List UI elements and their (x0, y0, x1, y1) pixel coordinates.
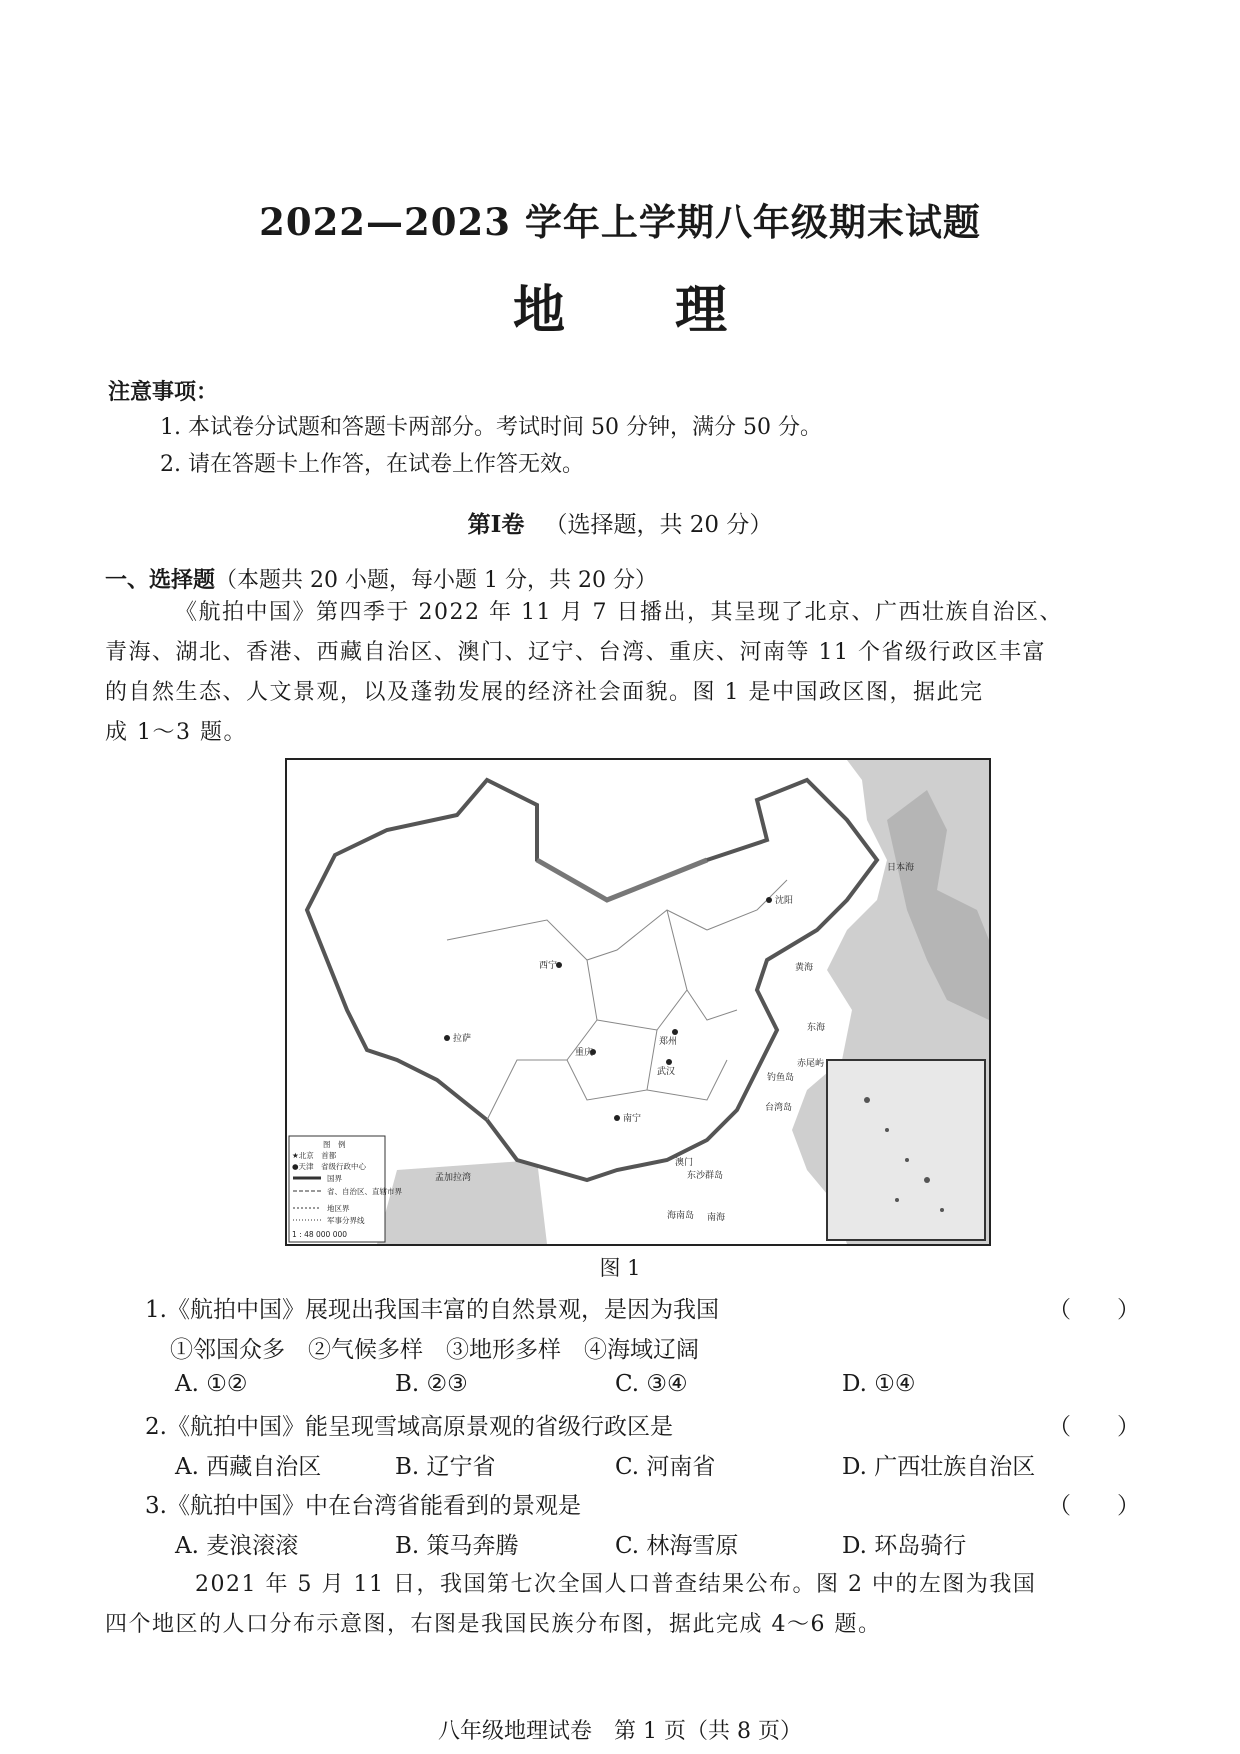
notice-heading: 注意事项： (108, 380, 219, 405)
exam-title: 2022—2023 学年上学期八年级期末试题 (259, 200, 981, 244)
part-title: 一、选择题 (105, 568, 216, 593)
city-label: 拉萨 (453, 1034, 472, 1044)
intro-line: 四个地区的人口分布示意图，右图是我国民族分布图，据此完成 4～6 题。 (105, 1612, 882, 1637)
city-label: 重庆 (575, 1048, 594, 1058)
option: A. 西藏自治区 (175, 1454, 322, 1480)
legend-scale: 1 : 48 000 000 (292, 1230, 348, 1239)
option: A. ①② (175, 1371, 248, 1397)
options-row (170, 1527, 1130, 1557)
south-china-sea-inset (827, 1060, 985, 1240)
notice-item: 2. 请在答题卡上作答，在试卷上作答无效。 (160, 452, 584, 477)
place-label: 孟加拉湾 (435, 1173, 472, 1183)
city-label: 西宁 (539, 961, 558, 971)
place-label: 赤尾屿 (797, 1059, 825, 1069)
option: D. 广西壮族自治区 (842, 1454, 1036, 1480)
notice-item: 1. 本试卷分试题和答题卡两部分。考试时间 50 分钟，满分 50 分。 (160, 415, 822, 440)
part-note: （本题共 20 小题，每小题 1 分，共 20 分） (215, 568, 657, 593)
intro-line: 的自然生态、人文景观，以及蓬勃发展的经济社会面貌。图 1 是中国政区图，据此完 (105, 680, 984, 705)
city-label: 沈阳 (775, 896, 794, 906)
intro-paragraph-2 (105, 1565, 1145, 1645)
city-label: 武汉 (657, 1067, 676, 1077)
option: B. 策马奔腾 (395, 1533, 519, 1559)
map-svg (287, 760, 989, 1244)
place-label: 台湾岛 (765, 1103, 793, 1113)
section-heading (0, 506, 1240, 539)
city-label: 南宁 (623, 1114, 642, 1124)
china-map-figure (285, 758, 991, 1246)
place-label: 钓鱼岛 (767, 1073, 795, 1083)
option: D. 环岛骑行 (842, 1533, 967, 1559)
sea-label: 日本海 (887, 863, 915, 873)
legend-item: ★北京 首都 (292, 1151, 337, 1160)
subject-title: 地理 (512, 280, 837, 341)
place-label: 海南岛 (667, 1211, 695, 1221)
answer-paren: （ ） (1048, 1297, 1140, 1323)
legend-item: 省、自治区、直辖市界 (327, 1187, 402, 1196)
legend-item: 地区界 (327, 1204, 350, 1213)
legend-item: 军事分界线 (327, 1216, 365, 1225)
intro-line: 成 1～3 题。 (105, 720, 247, 745)
place-label: 东沙群岛 (687, 1171, 724, 1181)
sea-label: 黄海 (795, 963, 814, 973)
section-note: （选择题，共 20 分） (544, 512, 773, 538)
sea-label: 东海 (807, 1023, 826, 1033)
answer-paren: （ ） (1048, 1414, 1140, 1440)
page-footer: 八年级地理试卷 第 1 页（共 8 页） (438, 1719, 802, 1744)
legend-item: ●天津 省级行政中心 (292, 1162, 367, 1171)
figure-caption: 图 1 (599, 1256, 641, 1280)
city-label: 郑州 (659, 1037, 678, 1047)
option: C. 林海雪原 (615, 1533, 739, 1559)
options-row (170, 1371, 1130, 1401)
section-title: 第Ⅰ卷 (467, 511, 525, 538)
map-legend (289, 1136, 402, 1242)
option: B. 辽宁省 (395, 1454, 496, 1480)
option: D. ①④ (842, 1371, 916, 1397)
option: C. 河南省 (615, 1454, 716, 1480)
intro-line: 《航拍中国》第四季于 2022 年 11 月 7 日播出，其呈现了北京、广西壮族自治区、 (175, 600, 1063, 625)
intro-line: 2021 年 5 月 11 日，我国第七次全国人口普查结果公布。图 2 中的左图为我国 (195, 1572, 1037, 1597)
option: C. ③④ (615, 1371, 688, 1397)
question-stem: 3.《航拍中国》中在台湾省能看到的景观是 (145, 1493, 581, 1519)
question-stem: 2.《航拍中国》能呈现雪域高原景观的省级行政区是 (145, 1414, 673, 1440)
sea-label: 南海 (707, 1213, 726, 1223)
answer-paren: （ ） (1048, 1493, 1140, 1519)
legend-item: 国界 (327, 1174, 342, 1183)
intro-line: 青海、湖北、香港、西藏自治区、澳门、辽宁、台湾、重庆、河南等 11 个省级行政区丰富 (105, 640, 1046, 665)
question-stem: 1.《航拍中国》展现出我国丰富的自然景观，是因为我国 (145, 1297, 719, 1323)
question-sub-items: ①邻国众多 ②气候多样 ③地形多样 ④海域辽阔 (170, 1337, 699, 1363)
intro-paragraph-1 (105, 593, 1145, 753)
option: A. 麦浪滚滚 (175, 1533, 299, 1559)
options-row (170, 1448, 1130, 1478)
legend-title: 图 例 (323, 1140, 346, 1149)
option: B. ②③ (395, 1371, 468, 1397)
part-heading (105, 563, 657, 594)
place-label: 澳门 (675, 1158, 694, 1168)
